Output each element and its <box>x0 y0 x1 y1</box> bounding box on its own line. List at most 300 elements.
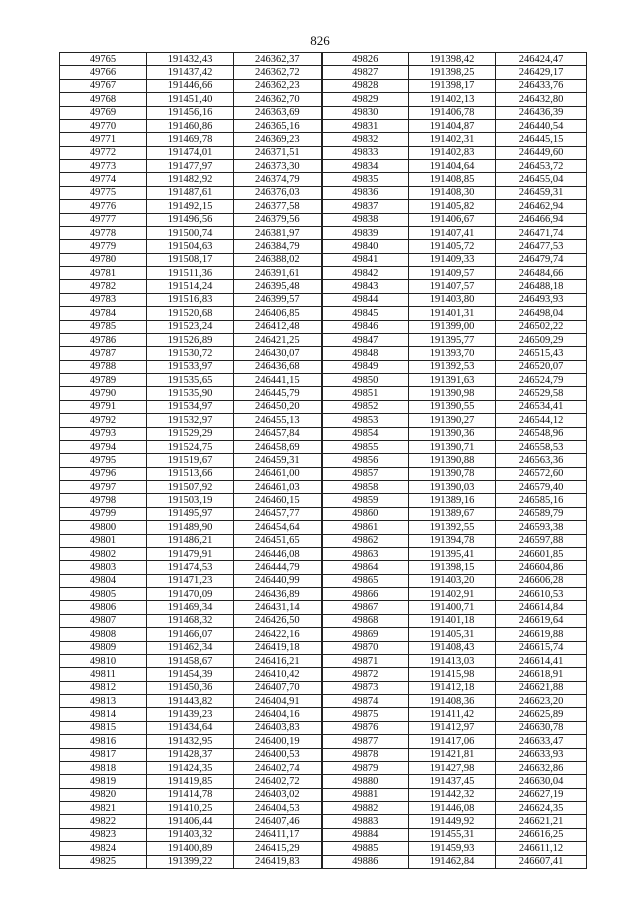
table-row <box>60 534 587 547</box>
x-coordinate-cell: 191392,55 <box>409 521 496 534</box>
y-coordinate-cell: 246462,94 <box>496 200 587 213</box>
table-row <box>60 668 587 681</box>
x-coordinate-cell: 191415,98 <box>409 668 496 681</box>
x-coordinate-cell: 191530,72 <box>147 347 234 360</box>
point-number-cell: 49850 <box>322 374 409 387</box>
x-coordinate-cell: 191466,07 <box>147 628 234 641</box>
y-coordinate-cell: 246460,15 <box>234 494 322 507</box>
page-number: 826 <box>310 33 330 48</box>
table-row <box>60 79 587 92</box>
point-number-cell: 49829 <box>322 93 409 106</box>
x-coordinate-cell: 191434,64 <box>147 721 234 734</box>
point-number-cell: 49839 <box>322 226 409 239</box>
point-number-cell: 49882 <box>322 802 409 815</box>
point-number-cell: 49802 <box>60 547 147 560</box>
y-coordinate-cell: 246461,00 <box>234 467 322 480</box>
x-coordinate-cell: 191390,71 <box>409 440 496 453</box>
y-coordinate-cell: 246479,74 <box>496 253 587 266</box>
y-coordinate-cell: 246381,97 <box>234 226 322 239</box>
x-coordinate-cell: 191402,83 <box>409 146 496 159</box>
y-coordinate-cell: 246471,74 <box>496 226 587 239</box>
x-coordinate-cell: 191514,24 <box>147 280 234 293</box>
x-coordinate-cell: 191390,03 <box>409 481 496 494</box>
y-coordinate-cell: 246440,54 <box>496 119 587 132</box>
x-coordinate-cell: 191432,95 <box>147 735 234 748</box>
table-row <box>60 802 587 815</box>
point-number-cell: 49768 <box>60 93 147 106</box>
point-number-cell: 49788 <box>60 360 147 373</box>
y-coordinate-cell: 246616,25 <box>496 828 587 841</box>
x-coordinate-cell: 191508,17 <box>147 253 234 266</box>
y-coordinate-cell: 246402,72 <box>234 775 322 788</box>
x-coordinate-cell: 191523,24 <box>147 320 234 333</box>
y-coordinate-cell: 246371,51 <box>234 146 322 159</box>
y-coordinate-cell: 246611,12 <box>496 842 587 855</box>
x-coordinate-cell: 191450,36 <box>147 681 234 694</box>
point-number-cell: 49814 <box>60 708 147 721</box>
x-coordinate-cell: 191412,18 <box>409 681 496 694</box>
point-number-cell: 49817 <box>60 748 147 761</box>
x-coordinate-cell: 191503,19 <box>147 494 234 507</box>
point-number-cell: 49848 <box>322 347 409 360</box>
y-coordinate-cell: 246597,88 <box>496 534 587 547</box>
point-number-cell: 49856 <box>322 454 409 467</box>
point-number-cell: 49861 <box>322 521 409 534</box>
table-row <box>60 481 587 494</box>
y-coordinate-cell: 246455,04 <box>496 173 587 186</box>
x-coordinate-cell: 191500,74 <box>147 226 234 239</box>
x-coordinate-cell: 191446,08 <box>409 802 496 815</box>
table-row <box>60 307 587 320</box>
coordinates-table <box>59 52 587 869</box>
table-row <box>60 721 587 734</box>
x-coordinate-cell: 191486,21 <box>147 534 234 547</box>
y-coordinate-cell: 246445,79 <box>234 387 322 400</box>
x-coordinate-cell: 191474,01 <box>147 146 234 159</box>
y-coordinate-cell: 246415,29 <box>234 842 322 855</box>
y-coordinate-cell: 246432,80 <box>496 93 587 106</box>
x-coordinate-cell: 191459,93 <box>409 842 496 855</box>
table-row <box>60 53 587 66</box>
table-row <box>60 253 587 266</box>
point-number-cell: 49876 <box>322 721 409 734</box>
point-number-cell: 49770 <box>60 119 147 132</box>
y-coordinate-cell: 246449,60 <box>496 146 587 159</box>
point-number-cell: 49854 <box>322 427 409 440</box>
point-number-cell: 49886 <box>322 855 409 868</box>
table-row <box>60 601 587 614</box>
y-coordinate-cell: 246457,77 <box>234 507 322 520</box>
x-coordinate-cell: 191492,15 <box>147 200 234 213</box>
point-number-cell: 49771 <box>60 133 147 146</box>
point-number-cell: 49825 <box>60 855 147 868</box>
x-coordinate-cell: 191398,25 <box>409 66 496 79</box>
x-coordinate-cell: 191404,64 <box>409 160 496 173</box>
table-row <box>60 387 587 400</box>
y-coordinate-cell: 246633,93 <box>496 748 587 761</box>
x-coordinate-cell: 191417,06 <box>409 735 496 748</box>
point-number-cell: 49869 <box>322 628 409 641</box>
x-coordinate-cell: 191479,91 <box>147 547 234 560</box>
y-coordinate-cell: 246440,99 <box>234 574 322 587</box>
point-number-cell: 49800 <box>60 521 147 534</box>
y-coordinate-cell: 246369,23 <box>234 133 322 146</box>
point-number-cell: 49872 <box>322 668 409 681</box>
point-number-cell: 49779 <box>60 240 147 253</box>
x-coordinate-cell: 191495,97 <box>147 507 234 520</box>
x-coordinate-cell: 191395,41 <box>409 547 496 560</box>
y-coordinate-cell: 246424,47 <box>496 53 587 66</box>
x-coordinate-cell: 191390,98 <box>409 387 496 400</box>
point-number-cell: 49834 <box>322 160 409 173</box>
point-number-cell: 49867 <box>322 601 409 614</box>
point-number-cell: 49847 <box>322 333 409 346</box>
table-row <box>60 521 587 534</box>
point-number-cell: 49821 <box>60 802 147 815</box>
x-coordinate-cell: 191400,89 <box>147 842 234 855</box>
x-coordinate-cell: 191437,42 <box>147 66 234 79</box>
y-coordinate-cell: 246630,78 <box>496 721 587 734</box>
table-row <box>60 133 587 146</box>
table-row <box>60 160 587 173</box>
point-number-cell: 49824 <box>60 842 147 855</box>
x-coordinate-cell: 191462,84 <box>409 855 496 868</box>
point-number-cell: 49870 <box>322 641 409 654</box>
point-number-cell: 49799 <box>60 507 147 520</box>
table-row <box>60 440 587 453</box>
point-number-cell: 49769 <box>60 106 147 119</box>
table-row <box>60 507 587 520</box>
x-coordinate-cell: 191439,23 <box>147 708 234 721</box>
point-number-cell: 49858 <box>322 481 409 494</box>
x-coordinate-cell: 191455,31 <box>409 828 496 841</box>
y-coordinate-cell: 246585,16 <box>496 494 587 507</box>
point-number-cell: 49853 <box>322 414 409 427</box>
y-coordinate-cell: 246632,86 <box>496 761 587 774</box>
point-number-cell: 49859 <box>322 494 409 507</box>
y-coordinate-cell: 246455,13 <box>234 414 322 427</box>
table-row <box>60 735 587 748</box>
table-row <box>60 641 587 654</box>
point-number-cell: 49812 <box>60 681 147 694</box>
point-number-cell: 49838 <box>322 213 409 226</box>
x-coordinate-cell: 191405,31 <box>409 628 496 641</box>
table-row <box>60 240 587 253</box>
point-number-cell: 49816 <box>60 735 147 748</box>
point-number-cell: 49791 <box>60 400 147 413</box>
point-number-cell: 49767 <box>60 79 147 92</box>
y-coordinate-cell: 246458,69 <box>234 440 322 453</box>
x-coordinate-cell: 191408,36 <box>409 695 496 708</box>
point-number-cell: 49781 <box>60 267 147 280</box>
point-number-cell: 49818 <box>60 761 147 774</box>
y-coordinate-cell: 246436,89 <box>234 588 322 601</box>
y-coordinate-cell: 246457,84 <box>234 427 322 440</box>
x-coordinate-cell: 191446,66 <box>147 79 234 92</box>
x-coordinate-cell: 191511,36 <box>147 267 234 280</box>
point-number-cell: 49823 <box>60 828 147 841</box>
y-coordinate-cell: 246416,21 <box>234 654 322 667</box>
y-coordinate-cell: 246433,76 <box>496 79 587 92</box>
point-number-cell: 49840 <box>322 240 409 253</box>
point-number-cell: 49881 <box>322 788 409 801</box>
y-coordinate-cell: 246459,31 <box>234 454 322 467</box>
point-number-cell: 49783 <box>60 293 147 306</box>
x-coordinate-cell: 191393,70 <box>409 347 496 360</box>
y-coordinate-cell: 246558,53 <box>496 440 587 453</box>
table-row <box>60 320 587 333</box>
table-row <box>60 173 587 186</box>
table-row <box>60 828 587 841</box>
table-row <box>60 467 587 480</box>
x-coordinate-cell: 191406,44 <box>147 815 234 828</box>
x-coordinate-cell: 191424,35 <box>147 761 234 774</box>
x-coordinate-cell: 191399,22 <box>147 855 234 868</box>
table-row <box>60 360 587 373</box>
y-coordinate-cell: 246466,94 <box>496 213 587 226</box>
point-number-cell: 49826 <box>322 53 409 66</box>
y-coordinate-cell: 246388,02 <box>234 253 322 266</box>
y-coordinate-cell: 246402,74 <box>234 761 322 774</box>
x-coordinate-cell: 191401,31 <box>409 307 496 320</box>
x-coordinate-cell: 191389,67 <box>409 507 496 520</box>
table-row <box>60 374 587 387</box>
x-coordinate-cell: 191471,23 <box>147 574 234 587</box>
y-coordinate-cell: 246454,64 <box>234 521 322 534</box>
x-coordinate-cell: 191412,97 <box>409 721 496 734</box>
table-row <box>60 748 587 761</box>
x-coordinate-cell: 191504,63 <box>147 240 234 253</box>
y-coordinate-cell: 246451,65 <box>234 534 322 547</box>
y-coordinate-cell: 246403,02 <box>234 788 322 801</box>
point-number-cell: 49844 <box>322 293 409 306</box>
y-coordinate-cell: 246444,79 <box>234 561 322 574</box>
y-coordinate-cell: 246621,88 <box>496 681 587 694</box>
x-coordinate-cell: 191520,68 <box>147 307 234 320</box>
x-coordinate-cell: 191390,27 <box>409 414 496 427</box>
x-coordinate-cell: 191409,57 <box>409 267 496 280</box>
point-number-cell: 49780 <box>60 253 147 266</box>
x-coordinate-cell: 191507,92 <box>147 481 234 494</box>
x-coordinate-cell: 191406,78 <box>409 106 496 119</box>
table-row <box>60 628 587 641</box>
y-coordinate-cell: 246610,53 <box>496 588 587 601</box>
y-coordinate-cell: 246404,53 <box>234 802 322 815</box>
y-coordinate-cell: 246484,66 <box>496 267 587 280</box>
y-coordinate-cell: 246362,37 <box>234 53 322 66</box>
y-coordinate-cell: 246563,36 <box>496 454 587 467</box>
x-coordinate-cell: 191392,53 <box>409 360 496 373</box>
x-coordinate-cell: 191432,43 <box>147 53 234 66</box>
x-coordinate-cell: 191402,91 <box>409 588 496 601</box>
x-coordinate-cell: 191535,65 <box>147 374 234 387</box>
y-coordinate-cell: 246362,23 <box>234 79 322 92</box>
x-coordinate-cell: 191398,42 <box>409 53 496 66</box>
table-row <box>60 427 587 440</box>
x-coordinate-cell: 191513,66 <box>147 467 234 480</box>
x-coordinate-cell: 191405,72 <box>409 240 496 253</box>
y-coordinate-cell: 246407,70 <box>234 681 322 694</box>
x-coordinate-cell: 191482,92 <box>147 173 234 186</box>
y-coordinate-cell: 246572,60 <box>496 467 587 480</box>
x-coordinate-cell: 191469,34 <box>147 601 234 614</box>
y-coordinate-cell: 246515,43 <box>496 347 587 360</box>
y-coordinate-cell: 246363,69 <box>234 106 322 119</box>
x-coordinate-cell: 191474,53 <box>147 561 234 574</box>
y-coordinate-cell: 246441,15 <box>234 374 322 387</box>
point-number-cell: 49822 <box>60 815 147 828</box>
table-row <box>60 226 587 239</box>
y-coordinate-cell: 246627,19 <box>496 788 587 801</box>
x-coordinate-cell: 191395,77 <box>409 333 496 346</box>
point-number-cell: 49835 <box>322 173 409 186</box>
y-coordinate-cell: 246625,89 <box>496 708 587 721</box>
x-coordinate-cell: 191398,15 <box>409 561 496 574</box>
point-number-cell: 49868 <box>322 614 409 627</box>
point-number-cell: 49798 <box>60 494 147 507</box>
x-coordinate-cell: 191437,45 <box>409 775 496 788</box>
table-row <box>60 588 587 601</box>
table-row <box>60 547 587 560</box>
x-coordinate-cell: 191468,32 <box>147 614 234 627</box>
point-number-cell: 49797 <box>60 481 147 494</box>
x-coordinate-cell: 191443,82 <box>147 695 234 708</box>
point-number-cell: 49851 <box>322 387 409 400</box>
point-number-cell: 49805 <box>60 588 147 601</box>
x-coordinate-cell: 191533,97 <box>147 360 234 373</box>
table-row <box>60 695 587 708</box>
y-coordinate-cell: 246623,20 <box>496 695 587 708</box>
x-coordinate-cell: 191408,85 <box>409 173 496 186</box>
table-row <box>60 494 587 507</box>
point-number-cell: 49830 <box>322 106 409 119</box>
y-coordinate-cell: 246453,72 <box>496 160 587 173</box>
y-coordinate-cell: 246419,83 <box>234 855 322 868</box>
x-coordinate-cell: 191449,92 <box>409 815 496 828</box>
point-number-cell: 49811 <box>60 668 147 681</box>
y-coordinate-cell: 246362,70 <box>234 93 322 106</box>
x-coordinate-cell: 191516,83 <box>147 293 234 306</box>
x-coordinate-cell: 191391,63 <box>409 374 496 387</box>
point-number-cell: 49884 <box>322 828 409 841</box>
y-coordinate-cell: 246404,16 <box>234 708 322 721</box>
y-coordinate-cell: 246630,04 <box>496 775 587 788</box>
y-coordinate-cell: 246619,88 <box>496 628 587 641</box>
point-number-cell: 49879 <box>322 761 409 774</box>
table-row <box>60 106 587 119</box>
x-coordinate-cell: 191402,31 <box>409 133 496 146</box>
point-number-cell: 49878 <box>322 748 409 761</box>
y-coordinate-cell: 246411,17 <box>234 828 322 841</box>
point-number-cell: 49862 <box>322 534 409 547</box>
point-number-cell: 49795 <box>60 454 147 467</box>
table-row <box>60 400 587 413</box>
y-coordinate-cell: 246488,18 <box>496 280 587 293</box>
x-coordinate-cell: 191394,78 <box>409 534 496 547</box>
point-number-cell: 49864 <box>322 561 409 574</box>
y-coordinate-cell: 246419,18 <box>234 641 322 654</box>
point-number-cell: 49873 <box>322 681 409 694</box>
y-coordinate-cell: 246461,03 <box>234 481 322 494</box>
point-number-cell: 49832 <box>322 133 409 146</box>
table-row <box>60 561 587 574</box>
x-coordinate-cell: 191390,36 <box>409 427 496 440</box>
point-number-cell: 49874 <box>322 695 409 708</box>
point-number-cell: 49810 <box>60 654 147 667</box>
table-row <box>60 213 587 226</box>
x-coordinate-cell: 191489,90 <box>147 521 234 534</box>
point-number-cell: 49790 <box>60 387 147 400</box>
x-coordinate-cell: 191442,32 <box>409 788 496 801</box>
y-coordinate-cell: 246548,96 <box>496 427 587 440</box>
x-coordinate-cell: 191389,16 <box>409 494 496 507</box>
y-coordinate-cell: 246633,47 <box>496 735 587 748</box>
x-coordinate-cell: 191408,30 <box>409 186 496 199</box>
x-coordinate-cell: 191524,75 <box>147 440 234 453</box>
point-number-cell: 49880 <box>322 775 409 788</box>
point-number-cell: 49855 <box>322 440 409 453</box>
x-coordinate-cell: 191390,88 <box>409 454 496 467</box>
y-coordinate-cell: 246498,04 <box>496 307 587 320</box>
y-coordinate-cell: 246604,86 <box>496 561 587 574</box>
point-number-cell: 49776 <box>60 200 147 213</box>
y-coordinate-cell: 246436,68 <box>234 360 322 373</box>
y-coordinate-cell: 246618,91 <box>496 668 587 681</box>
point-number-cell: 49849 <box>322 360 409 373</box>
y-coordinate-cell: 246493,93 <box>496 293 587 306</box>
point-number-cell: 49774 <box>60 173 147 186</box>
x-coordinate-cell: 191399,00 <box>409 320 496 333</box>
point-number-cell: 49885 <box>322 842 409 855</box>
table-row <box>60 708 587 721</box>
y-coordinate-cell: 246421,25 <box>234 333 322 346</box>
table-row <box>60 186 587 199</box>
y-coordinate-cell: 246391,61 <box>234 267 322 280</box>
x-coordinate-cell: 191526,89 <box>147 333 234 346</box>
x-coordinate-cell: 191419,85 <box>147 775 234 788</box>
point-number-cell: 49841 <box>322 253 409 266</box>
y-coordinate-cell: 246406,85 <box>234 307 322 320</box>
point-number-cell: 49807 <box>60 614 147 627</box>
point-number-cell: 49793 <box>60 427 147 440</box>
point-number-cell: 49772 <box>60 146 147 159</box>
y-coordinate-cell: 246410,42 <box>234 668 322 681</box>
x-coordinate-cell: 191401,18 <box>409 614 496 627</box>
point-number-cell: 49883 <box>322 815 409 828</box>
x-coordinate-cell: 191411,42 <box>409 708 496 721</box>
x-coordinate-cell: 191470,09 <box>147 588 234 601</box>
y-coordinate-cell: 246445,15 <box>496 133 587 146</box>
table-row <box>60 574 587 587</box>
point-number-cell: 49877 <box>322 735 409 748</box>
table-row <box>60 93 587 106</box>
point-number-cell: 49809 <box>60 641 147 654</box>
point-number-cell: 49801 <box>60 534 147 547</box>
y-coordinate-cell: 246524,79 <box>496 374 587 387</box>
y-coordinate-cell: 246509,29 <box>496 333 587 346</box>
y-coordinate-cell: 246520,07 <box>496 360 587 373</box>
x-coordinate-cell: 191398,17 <box>409 79 496 92</box>
y-coordinate-cell: 246404,91 <box>234 695 322 708</box>
table-row <box>60 788 587 801</box>
x-coordinate-cell: 191414,78 <box>147 788 234 801</box>
point-number-cell: 49808 <box>60 628 147 641</box>
y-coordinate-cell: 246431,14 <box>234 601 322 614</box>
point-number-cell: 49766 <box>60 66 147 79</box>
table-row <box>60 614 587 627</box>
y-coordinate-cell: 246502,22 <box>496 320 587 333</box>
x-coordinate-cell: 191456,16 <box>147 106 234 119</box>
